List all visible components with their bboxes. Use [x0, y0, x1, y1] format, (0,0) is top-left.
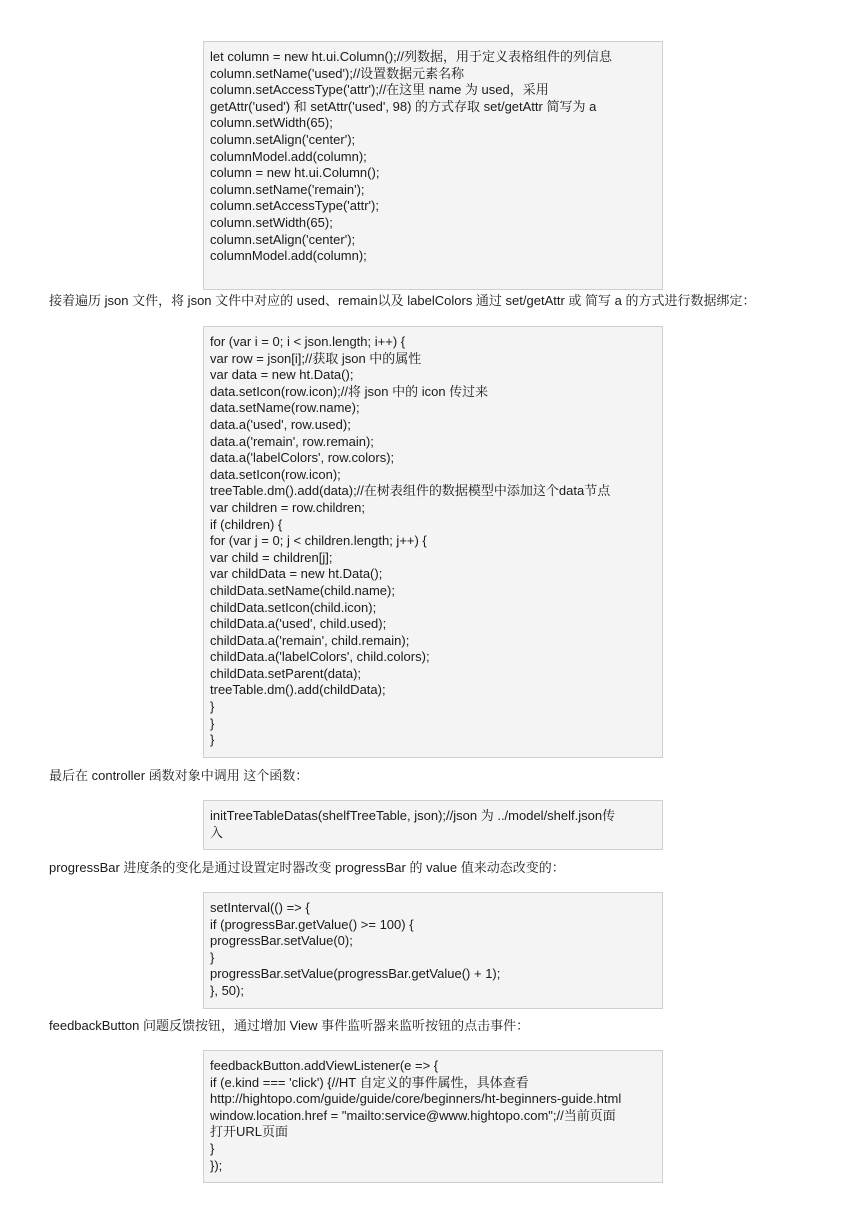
code-line: column.setWidth(65); [210, 214, 333, 230]
code-line: column.setName('remain'); [210, 181, 365, 197]
paragraph-controller-call: 最后在 controller 函数对象中调用 这个函数： [49, 768, 309, 783]
code-block-init-call [203, 800, 663, 850]
code-block-set-interval [203, 892, 663, 1009]
code-line: if (e.kind === 'click') {//HT 自定义的事件属性，具体查看 [210, 1074, 529, 1090]
code-line: } [210, 699, 215, 715]
code-line: childData.setIcon(child.icon); [210, 599, 377, 615]
code-line: childData.a('remain', child.remain); [210, 632, 410, 648]
code-line: }, 50); [210, 982, 244, 998]
code-line: var children = row.children; [210, 499, 365, 515]
paragraph-data-binding: 接着遍历 json 文件，将 json 文件中对应的 used、remain以及 labelColors 通过 set/getAttr 或 简写 a 的方式进行数据绑定： [49, 293, 756, 308]
code-line: var childData = new ht.Data(); [210, 566, 383, 582]
code-line: progressBar.setValue(progressBar.getValue() + 1); [210, 966, 501, 982]
code-line: childData.a('labelColors', child.colors); [210, 649, 430, 665]
code-line: treeTable.dm().add(childData); [210, 682, 386, 698]
code-line: column.setWidth(65); [210, 115, 333, 131]
code-line: data.setIcon(row.icon); [210, 466, 341, 482]
code-line: getAttr('used') 和 setAttr('used', 98) 的方式存取 set/getAttr 简写为 a [210, 98, 597, 114]
code-line: 打开URL页面 [210, 1124, 289, 1140]
code-line: childData.setParent(data); [210, 665, 362, 681]
code-line: column.setAlign('center'); [210, 131, 356, 147]
code-line: } [210, 949, 215, 965]
code-line: } [210, 732, 215, 748]
code-line [210, 265, 656, 282]
code-line: if (progressBar.getValue() >= 100) { [210, 916, 414, 932]
code-line: } [210, 1140, 215, 1156]
code-line: columnModel.add(column); [210, 248, 367, 264]
code-block-column-definition [203, 41, 663, 290]
code-line: http://hightopo.com/guide/guide/core/beginners/ht-beginners-guide.html [210, 1091, 622, 1107]
code-line: setInterval(() => { [210, 900, 310, 915]
code-line: progressBar.setValue(0); [210, 933, 353, 949]
code-line: treeTable.dm().add(data);//在树表组件的数据模型中添加这个data节点 [210, 483, 611, 499]
code-line: column.setAlign('center'); [210, 231, 356, 247]
code-line: var data = new ht.Data(); [210, 367, 354, 383]
code-line: data.setName(row.name); [210, 400, 360, 416]
code-line: feedbackButton.addViewListener(e => { [210, 1058, 439, 1073]
code-line: var child = children[j]; [210, 549, 333, 565]
code-line: column.setName('used');//设置数据元素名称 [210, 65, 465, 81]
code-line: var row = json[i];//获取 json 中的属性 [210, 350, 422, 366]
code-block-json-traversal [203, 326, 663, 758]
code-line: data.a('labelColors', row.colors); [210, 450, 395, 466]
code-line: data.a('used', row.used); [210, 416, 351, 432]
code-line: initTreeTableDatas(shelfTreeTable, json);//json 为 ../model/shelf.json传 [210, 808, 616, 823]
code-line: let column = new ht.ui.Column();//列数据，用于定义表格组件的列信息 [210, 49, 612, 64]
code-line: column = new ht.ui.Column(); [210, 165, 380, 181]
code-line: for (var j = 0; j < children.length; j++) { [210, 533, 427, 549]
paragraph-feedback-button: feedbackButton 问题反馈按钮，通过增加 View 事件监听器来监听按钮的点击事件： [49, 1018, 530, 1033]
code-line: childData.a('used', child.used); [210, 616, 387, 632]
code-line: 入 [210, 824, 224, 840]
code-line: }); [210, 1157, 223, 1173]
code-line: } [210, 715, 215, 731]
code-line: columnModel.add(column); [210, 148, 367, 164]
code-line: data.a('remain', row.remain); [210, 433, 374, 449]
code-line: if (children) { [210, 516, 283, 532]
code-line: window.location.href = "mailto:service@www.hightopo.com";//当前页面 [210, 1107, 616, 1123]
code-line: childData.setName(child.name); [210, 582, 395, 598]
paragraph-progressbar: progressBar 进度条的变化是通过设置定时器改变 progressBar 的 value 值来动态改变的： [49, 860, 565, 875]
code-line: column.setAccessType('attr');//在这里 name 为 used，采用 [210, 82, 549, 98]
code-line: for (var i = 0; i < json.length; i++) { [210, 334, 406, 349]
code-block-view-listener [203, 1050, 663, 1183]
code-line: column.setAccessType('attr'); [210, 198, 379, 214]
code-line: data.setIcon(row.icon);//将 json 中的 icon 传过来 [210, 383, 489, 399]
